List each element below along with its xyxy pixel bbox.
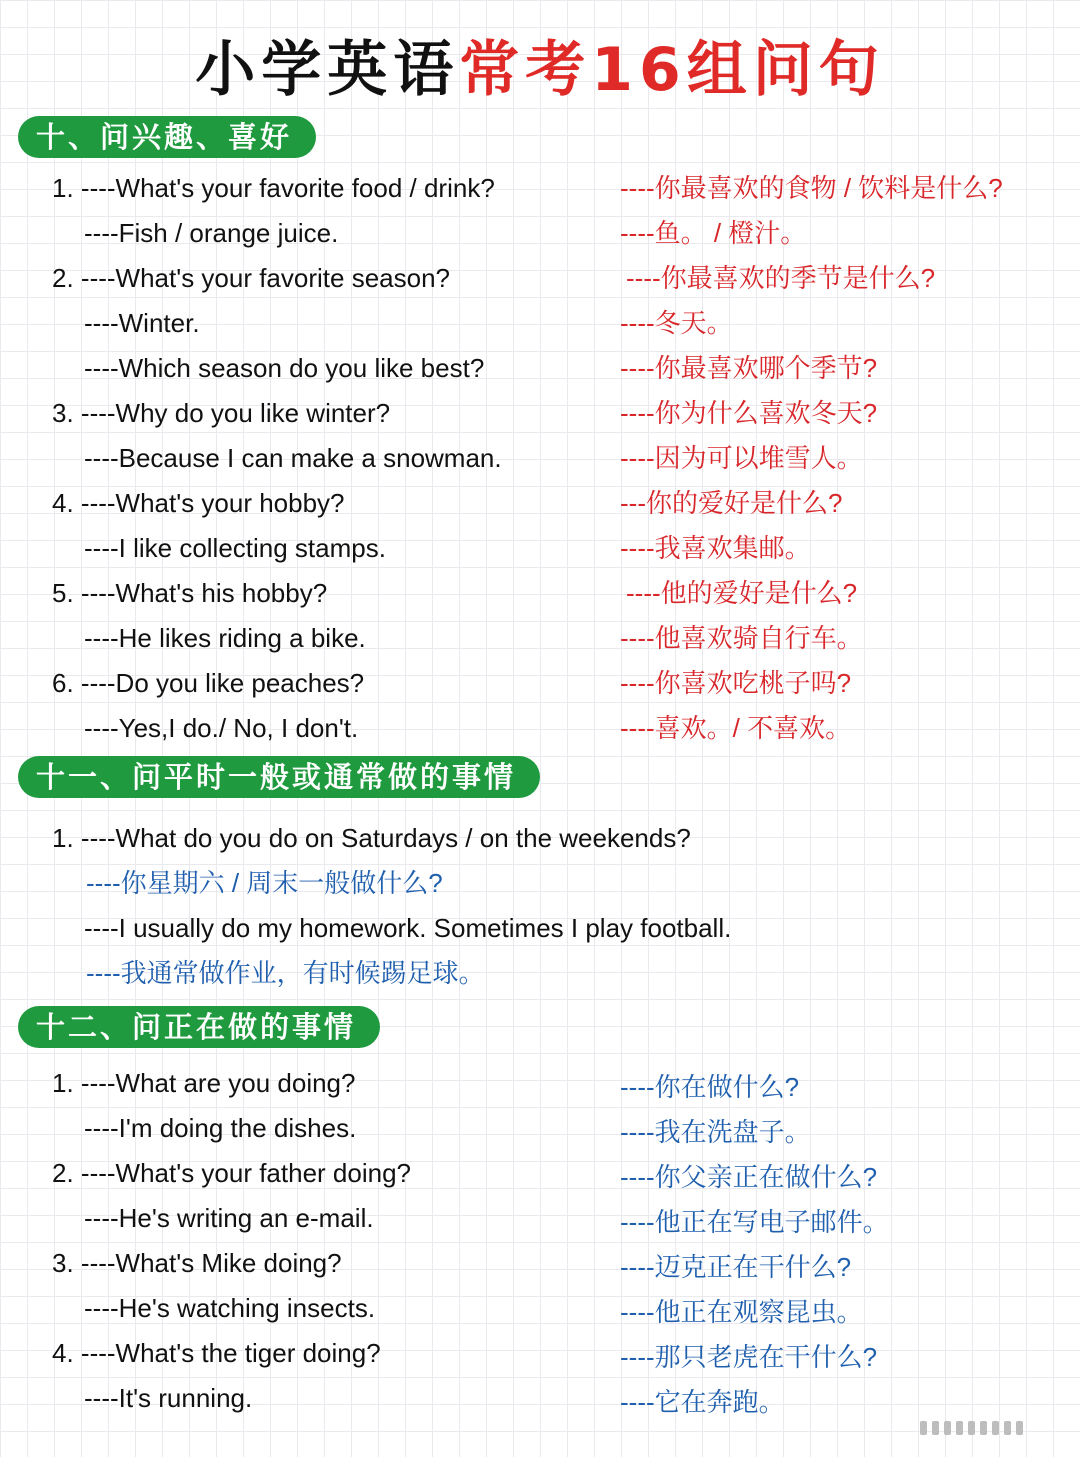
section-header-interests: 十、问兴趣、喜好 [18, 116, 316, 158]
s12-en-line: 3. ----What's Mike doing? [52, 1248, 342, 1278]
s10-cn-line: ----你最喜欢的季节是什么? [626, 263, 936, 293]
s10-cn-line: ----你最喜欢哪个季节? [620, 353, 878, 383]
section-header-doing-now: 十二、问正在做的事情 [18, 1006, 380, 1048]
s12-cn-line: ----你在做什么? [620, 1072, 800, 1102]
s12-cn-line: ----你父亲正在做什么? [620, 1162, 878, 1192]
s10-en-line: 1. ----What's your favorite food / drink? [52, 173, 495, 203]
s10-cn-line: ----他的爱好是什么? [626, 578, 858, 608]
s10-en-line: 6. ----Do you like peaches? [52, 668, 365, 698]
s10-en-line: 3. ----Why do you like winter? [52, 398, 391, 428]
s10-cn-line: ----他喜欢骑自行车。 [620, 623, 863, 653]
s10-en-line: 4. ----What's your hobby? [52, 488, 345, 518]
s10-cn-line: ----喜欢。/ 不喜欢。 [620, 713, 852, 743]
s12-cn-line: ----我在洗盘子。 [620, 1117, 811, 1147]
s10-en-line: ----I like collecting stamps. [84, 533, 386, 563]
s12-en-line: 4. ----What's the tiger doing? [52, 1338, 381, 1368]
s10-en-line: 2. ----What's your favorite season? [52, 263, 450, 293]
s12-en-line: 2. ----What's your father doing? [52, 1158, 411, 1188]
s11-en-line: 1. ----What do you do on Saturdays / on the weekends? [52, 823, 691, 853]
s10-cn-line: ---你的爱好是什么? [620, 488, 843, 518]
s10-cn-line: ----冬天。 [620, 308, 733, 338]
s10-en-line: ----He likes riding a bike. [84, 623, 366, 653]
s10-cn-line: ----你喜欢吃桃子吗? [620, 668, 852, 698]
page-title [0, 30, 1080, 110]
section-header-routine: 十一、问平时一般或通常做的事情 [18, 756, 540, 798]
s10-en-line: ----Winter. [84, 308, 200, 338]
s12-en-line: ----He's watching insects. [84, 1293, 376, 1323]
s11-cn-line: ----你星期六 / 周末一般做什么? [86, 868, 443, 898]
s10-cn-line: ----因为可以堆雪人。 [620, 443, 863, 473]
s12-cn-line: ----他正在观察昆虫。 [620, 1297, 863, 1327]
s10-cn-line: ----我喜欢集邮。 [620, 533, 811, 563]
title-red: 常考16组问句 [459, 35, 885, 105]
s10-en-line: ----Which season do you like best? [84, 353, 485, 383]
s12-en-line: ----I'm doing the dishes. [84, 1113, 357, 1143]
watermark-bars [920, 1420, 1060, 1432]
title-black: 小学英语 [195, 35, 460, 105]
s12-cn-line: ----他正在写电子邮件。 [620, 1207, 889, 1237]
s12-en-line: ----It's running. [84, 1383, 253, 1413]
s12-cn-line: ----迈克正在干什么? [620, 1252, 852, 1282]
s10-en-line: ----Because I can make a snowman. [84, 443, 502, 473]
s10-en-line: 5. ----What's his hobby? [52, 578, 328, 608]
s11-en-line: ----I usually do my homework. Sometimes I play football. [84, 913, 732, 943]
s12-en-line: 1. ----What are you doing? [52, 1068, 356, 1098]
s10-en-line: ----Yes,I do./ No, I don't. [84, 713, 359, 743]
s10-en-line: ----Fish / orange juice. [84, 218, 339, 248]
s12-cn-line: ----那只老虎在干什么? [620, 1342, 878, 1372]
s10-cn-line: ----你为什么喜欢冬天? [620, 398, 878, 428]
s12-en-line: ----He's writing an e-mail. [84, 1203, 374, 1233]
s12-cn-line: ----它在奔跑。 [620, 1387, 785, 1417]
s10-cn-line: ----鱼。 / 橙汁。 [620, 218, 807, 248]
s10-cn-line: ----你最喜欢的食物 / 饮料是什么? [620, 173, 1003, 203]
s11-cn-line: ----我通常做作业，有时候踢足球。 [86, 958, 485, 988]
